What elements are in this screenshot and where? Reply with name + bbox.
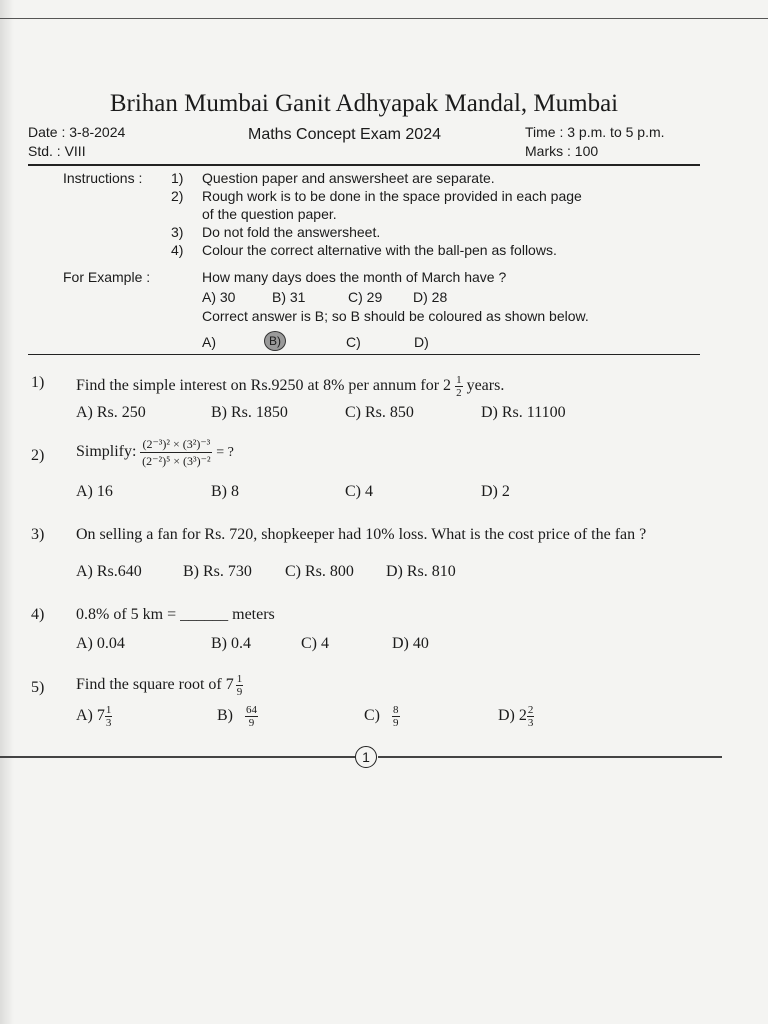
example-rule — [28, 354, 700, 355]
instruction-text: Colour the correct alternative with the ball-pen as follows. — [202, 242, 557, 258]
exam-date: Date : 3-8-2024 — [28, 124, 126, 140]
question-text: 0.8% of 5 km = ______ meters — [76, 606, 275, 623]
option: B) Rs. 1850 — [211, 404, 288, 421]
question-text: Find the simple interest on Rs.9250 at 8% per annum for 2 $\frac{1}{2}$ years. — [76, 374, 505, 399]
example-option: C) 29 — [348, 289, 383, 305]
exam-marks: Marks : 100 — [525, 143, 599, 159]
example-answer-note: Correct answer is B; so B should be coloured as shown below. — [202, 308, 589, 324]
example-option: A) 30 — [202, 289, 236, 305]
bubble-label: A) — [202, 334, 216, 350]
question-number: 5) — [31, 679, 45, 696]
question-text: Find the square root of 7 $\frac{1}{9}$ — [76, 673, 243, 698]
instruction-num: 1) — [171, 170, 184, 186]
exam-time: Time : 3 p.m. to 5 p.m. — [525, 124, 665, 140]
instruction-num: 4) — [171, 242, 184, 258]
option: D) 2 $\frac{2}{3}$ — [498, 704, 534, 729]
option: D) Rs. 810 — [386, 563, 456, 580]
question-number: 4) — [31, 606, 45, 623]
bubble-filled: B) — [264, 331, 286, 351]
instruction-text: Rough work is to be done in the space provided in each page — [202, 188, 582, 204]
option: D) 40 — [392, 635, 429, 652]
option: A) 0.04 — [76, 635, 125, 652]
bubble-label: D) — [414, 334, 429, 350]
instruction-num: 3) — [171, 224, 184, 240]
example-label: For Example : — [63, 269, 151, 285]
option: B) Rs. 730 — [183, 563, 252, 580]
option: A) 16 — [76, 483, 113, 500]
option: B) 0.4 — [211, 635, 251, 652]
header-rule — [28, 164, 700, 166]
bubble-label: C) — [346, 334, 361, 350]
option: C) 4 — [301, 635, 329, 652]
option: A) Rs. 250 — [76, 404, 146, 421]
option: A) Rs.640 — [76, 563, 142, 580]
example-question: How many days does the month of March have ? — [202, 269, 507, 285]
option: A) 7 $\frac{1}{3}$ — [76, 704, 112, 729]
instruction-text: of the question paper. — [202, 206, 337, 222]
option: C) Rs. 800 — [285, 563, 354, 580]
option: B) $\frac{64}{9}$ — [217, 704, 257, 729]
question-number: 1) — [31, 374, 45, 391]
exam-name: Maths Concept Exam 2024 — [248, 126, 441, 143]
option: D) 2 — [481, 483, 510, 500]
example-option: D) 28 — [413, 289, 448, 305]
option: B) 8 — [211, 483, 239, 500]
expression-fraction: $\frac{\text{(2⁻³)² × (3²)⁻³}}{\text{(2⁻²)⁵ × (3³)⁻²}}$ — [142, 437, 211, 468]
question-text: On selling a fan for Rs. 720, shopkeeper had 10% loss. What is the cost price of the fan ? — [76, 526, 647, 543]
option: C) 4 — [345, 483, 373, 500]
page-title: Brihan Mumbai Ganit Adhyapak Mandal, Mumbai — [109, 90, 619, 117]
instruction-num: 2) — [171, 188, 184, 204]
scan-top-line — [0, 18, 768, 19]
exam-std: Std. : VIII — [28, 143, 86, 159]
option: C) $\frac{8}{9}$ — [364, 704, 399, 729]
footer-rule-right — [378, 756, 722, 758]
option: C) Rs. 850 — [345, 404, 414, 421]
footer-rule-left — [0, 756, 355, 758]
instruction-text: Question paper and answersheet are separate. — [202, 170, 495, 186]
instructions-label: Instructions : — [63, 170, 143, 186]
option: D) Rs. 11100 — [481, 404, 566, 421]
page-number: 1 — [355, 746, 377, 768]
fraction: $\frac{1}{2}$ — [456, 374, 462, 399]
instruction-text: Do not fold the answersheet. — [202, 224, 381, 240]
question-text: Simplify: $\frac{\text{(2⁻³)² × (3²)⁻³}}{\text{(2⁻²)⁵ × (3³)⁻²}}$ = ? — [76, 437, 234, 468]
scan-edge — [0, 0, 14, 1024]
fraction: $\frac{1}{9}$ — [236, 673, 243, 698]
example-option: B) 31 — [272, 289, 306, 305]
question-number: 3) — [31, 526, 45, 543]
question-number: 2) — [31, 447, 45, 464]
